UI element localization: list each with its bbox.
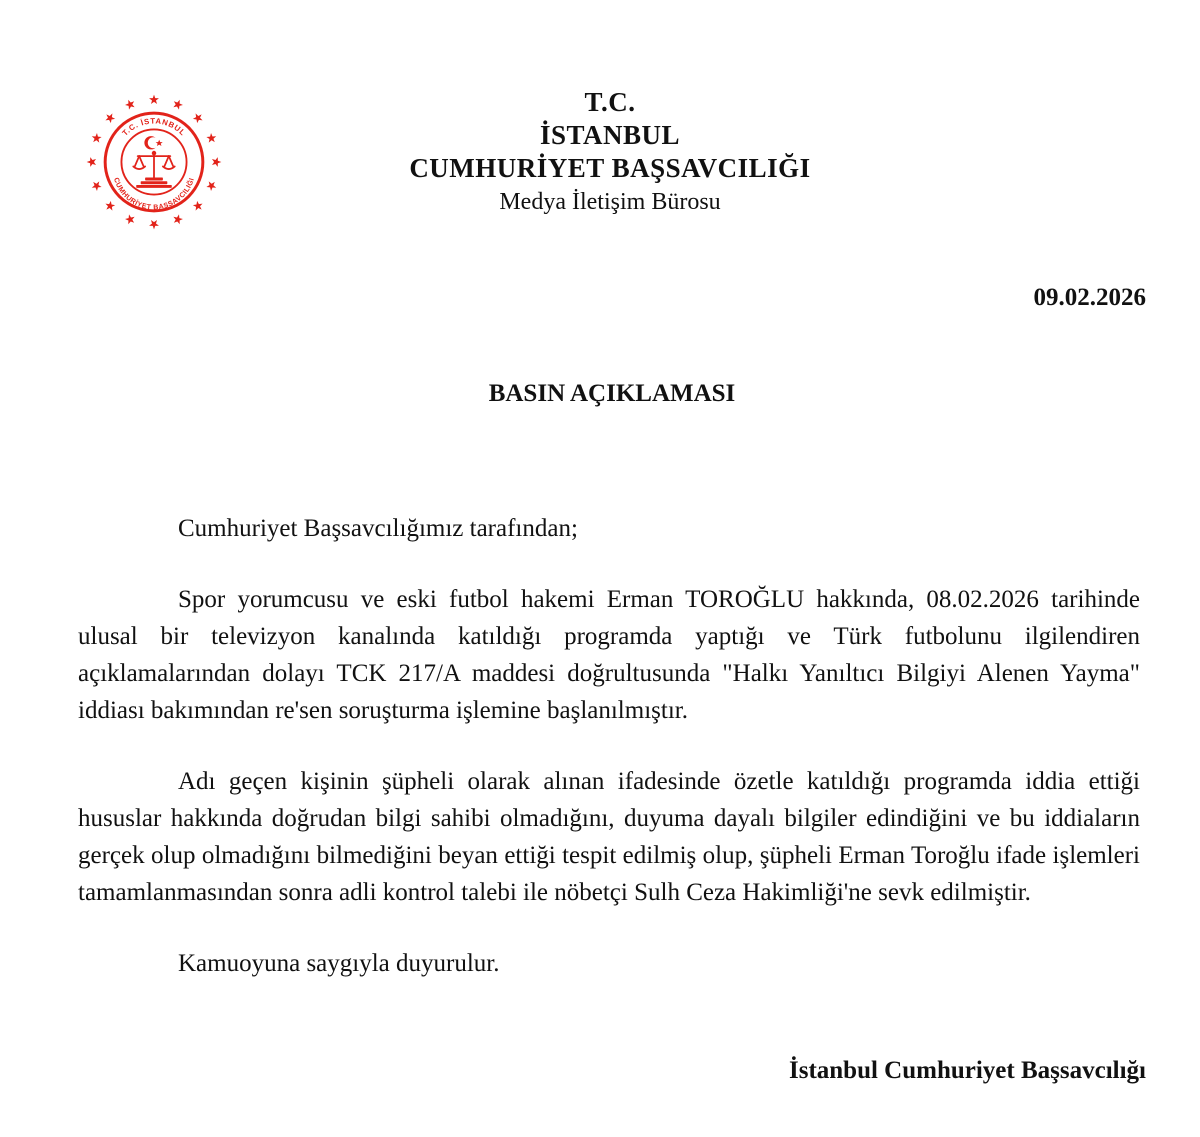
svg-text:T.C. İSTANBUL: T.C. İSTANBUL xyxy=(120,116,188,138)
seal-star-icon xyxy=(212,157,221,167)
body-paragraph-2: Adı geçen kişinin şüpheli olarak alınan ifadesinde özetle katıldığı programda iddia ettiği hususlar hakkında doğrudan bilgi sahibi olmadığını, duyuma dayalı bilgiler edindiğini ve bu iddiaların gerçek olup olmadığını bilmediğini beyan ettiği tespit edilmiş olup, şüpheli Erman Toroğlu ifade işlemleri tamamlanmasından sonra adli kontrol talebi ile nöbetçi Sulh Ceza Hakimliği'ne sevk edilmiştir. xyxy=(78,768,1140,906)
seal-star-icon xyxy=(105,113,115,123)
seal-star-icon xyxy=(206,181,216,191)
seal-star-icon xyxy=(193,201,203,211)
seal-star-icon xyxy=(125,100,135,110)
seal-star-icon xyxy=(149,95,159,104)
closing-line: Kamuoyuna saygıyla duyurulur. xyxy=(178,950,500,977)
seal-star-icon xyxy=(92,181,102,191)
body-paragraph-1: Spor yorumcusu ve eski futbol hakemi Erman TOROĞLU hakkında, 08.02.2026 tarihinde ulusal bir televizyon kanalında katıldığı programda yaptığı ve Türk futbolunu ilgilendiren açıklamalarından dolayı TCK 217/A maddesi doğrultusunda "Halkı Yanıltıcı Bilgiyi Alenen Yayma" iddiası bakımından re'sen soruşturma işlemine başlanılmıştır. xyxy=(78,586,1140,724)
justice-scales-seal-icon xyxy=(80,88,228,236)
signature-block: İstanbul Cumhuriyet Başsavcılığı xyxy=(788,1057,1146,1084)
seal-star-icon xyxy=(92,133,102,143)
seal-star-icon xyxy=(149,220,159,229)
document-title: BASIN AÇIKLAMASI xyxy=(488,380,736,407)
seal-star-icon xyxy=(173,100,183,110)
greeting-line: Cumhuriyet Başsavcılığımız tarafından; xyxy=(178,515,578,542)
seal-star-icon xyxy=(193,113,203,123)
letterhead-bureau: Medya İletişim Bürosu xyxy=(499,189,721,215)
letterhead-office: CUMHURİYET BAŞSAVCILIĞI xyxy=(409,153,811,183)
seal-star-icon xyxy=(206,133,216,143)
svg-text:CUMHURİYET BAŞSAVCILIĞI: CUMHURİYET BAŞSAVCILIĞI xyxy=(111,176,196,212)
seal-star-icon xyxy=(105,201,115,211)
letterhead xyxy=(360,86,860,217)
seal-star-icon xyxy=(125,214,135,224)
seal-star-icon xyxy=(173,214,183,224)
letterhead-city: İSTANBUL xyxy=(539,120,681,150)
document-date: 09.02.2026 xyxy=(1033,284,1146,311)
document-body xyxy=(78,510,1140,982)
seal-star-icon xyxy=(87,157,96,167)
letterhead-country: T.C. xyxy=(584,87,636,117)
